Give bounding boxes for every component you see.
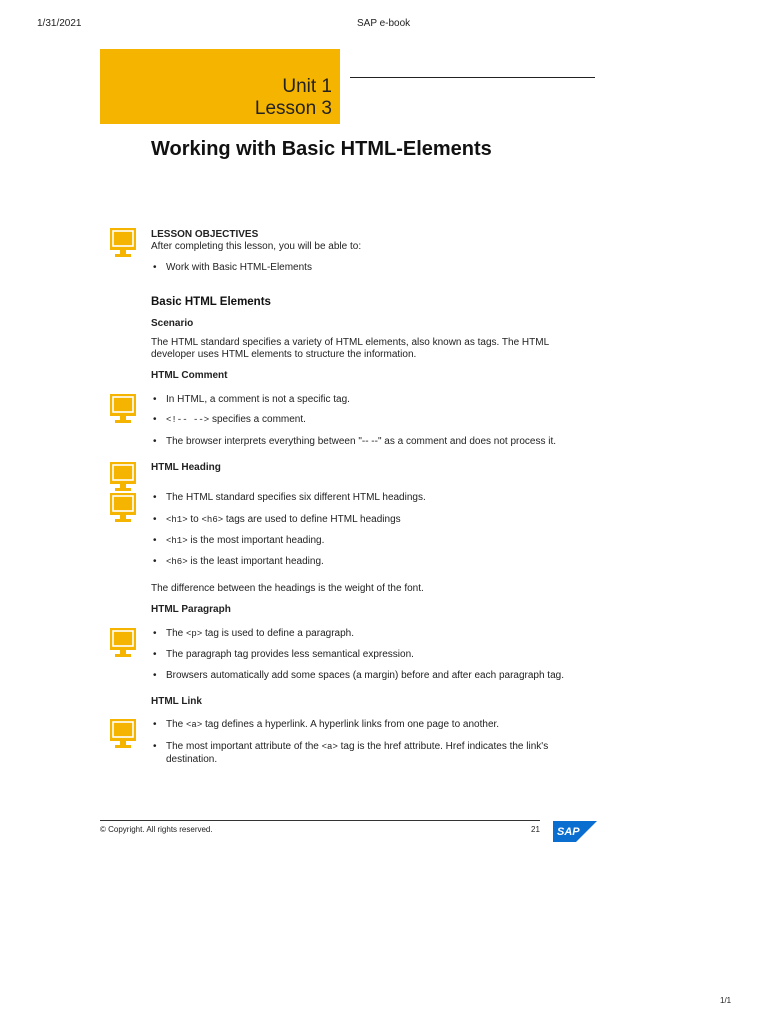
- unit-label-group: [255, 76, 332, 120]
- objectives-heading: LESSON OBJECTIVES: [151, 229, 259, 240]
- monitor-icon: [110, 493, 136, 523]
- paragraph-bullet-3: • Browsers automatically add some spaces (a margin) before and after each paragraph tag.: [151, 670, 606, 682]
- heading-bullet-2-mid: to: [187, 514, 202, 525]
- objective-item: • Work with Basic HTML-Elements: [151, 262, 606, 274]
- heading-bullet-3-text: is the most important heading.: [187, 535, 325, 546]
- section-title: Basic HTML Elements: [151, 296, 271, 308]
- copyright: © Copyright. All rights reserved.: [100, 825, 213, 834]
- sap-logo-text: SAP: [557, 826, 580, 838]
- heading-heading: HTML Heading: [151, 462, 221, 473]
- sap-logo: [553, 821, 597, 842]
- a-code: <a>: [186, 720, 203, 730]
- paragraph-bullet-1: [151, 628, 606, 640]
- objectives-intro: After completing this lesson, you will be able to:: [151, 241, 362, 252]
- comment-bullet-1: • In HTML, a comment is not a specific tag.: [151, 394, 606, 406]
- link-bullet-1-text: tag defines a hyperlink. A hyperlink links from one page to another.: [202, 719, 500, 730]
- paragraph-heading: HTML Paragraph: [151, 604, 231, 615]
- comment-code: <!-- -->: [166, 415, 210, 425]
- monitor-icon: [110, 228, 136, 258]
- h6-code: <h6>: [166, 557, 188, 567]
- link-bullet-2-line2: destination.: [166, 754, 218, 765]
- heading-bullet-4-text: is the least important heading.: [187, 556, 324, 567]
- paragraph-bullet-1-text: tag is used to define a paragraph.: [202, 628, 354, 639]
- link-heading: HTML Link: [151, 696, 202, 707]
- heading-bullet-1: • The HTML standard specifies six different HTML headings.: [151, 492, 606, 504]
- monitor-icon: [110, 394, 136, 424]
- paragraph-bullet-1-pre: The: [166, 628, 187, 639]
- a-code: <a>: [321, 742, 338, 752]
- link-bullet-1: [151, 719, 606, 731]
- link-bullet-1-pre: The: [166, 719, 187, 730]
- unit-label: Unit 1: [282, 76, 332, 97]
- heading-bullet-4: [151, 556, 606, 568]
- comment-bullet-2-text: specifies a comment.: [209, 414, 306, 425]
- h6-code: <h6>: [201, 515, 224, 525]
- h1-code: <h1>: [166, 515, 188, 525]
- header-rule: [350, 77, 595, 78]
- scenario-heading: Scenario: [151, 318, 194, 329]
- link-bullet-2-text: tag is the href attribute. Href indicates the link's: [337, 741, 549, 752]
- scenario-line-1: The HTML standard specifies a variety of HTML elements, also known as tags. The HTML: [151, 337, 550, 348]
- page-number: 21: [531, 825, 540, 834]
- page-title-text: Working with Basic HTML-Elements: [151, 138, 492, 160]
- page-title: [151, 138, 492, 161]
- unit-banner: [100, 49, 340, 124]
- paragraph-bullet-2: • The paragraph tag provides less semantical expression.: [151, 649, 606, 661]
- link-bullet-2: [151, 741, 606, 753]
- comment-heading: HTML Comment: [151, 370, 228, 381]
- scenario-line-2: developer uses HTML elements to structure the information.: [151, 349, 417, 360]
- print-title: SAP e-book: [357, 18, 411, 29]
- monitor-icon: [110, 628, 136, 658]
- heading-note: The difference between the headings is the weight of the font.: [151, 583, 424, 594]
- p-code: <p>: [186, 629, 203, 639]
- heading-bullet-3: [151, 535, 606, 547]
- print-date: 1/31/2021: [37, 18, 82, 29]
- footer-rule: [100, 820, 540, 821]
- monitor-icon: [110, 462, 136, 492]
- h1-code: <h1>: [166, 536, 188, 546]
- monitor-icon: [110, 719, 136, 749]
- heading-bullet-2: [151, 514, 606, 526]
- lesson-label: Lesson 3: [254, 98, 332, 119]
- heading-bullet-2-text: tags are used to define HTML headings: [223, 514, 401, 525]
- link-bullet-2-pre: The most important attribute of the: [166, 741, 322, 752]
- page-counter: 1/1: [720, 996, 732, 1005]
- comment-bullet-2: [151, 414, 606, 426]
- comment-bullet-3: • The browser interprets everything between "-- --" as a comment and does not process it.: [151, 436, 606, 448]
